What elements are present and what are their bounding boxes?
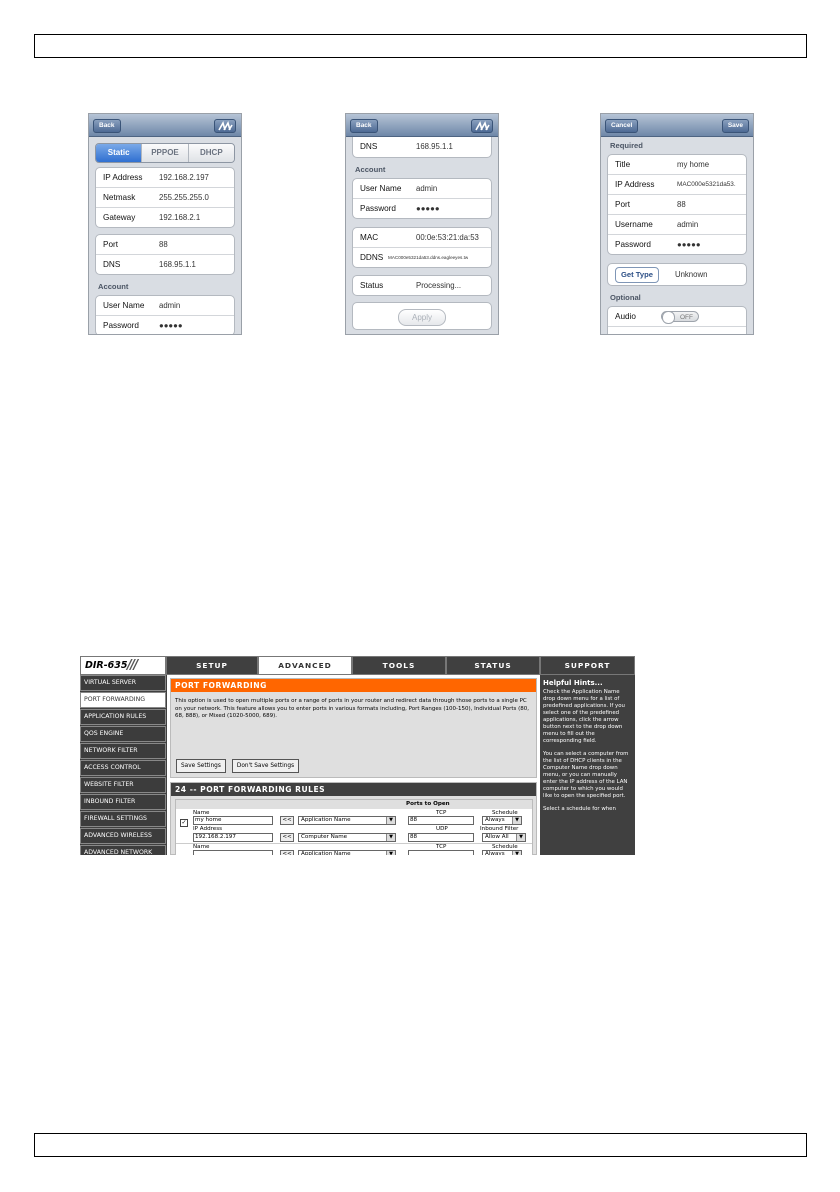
nav-virtual-server[interactable]: VIRTUAL SERVER: [80, 675, 166, 691]
fill-application-button[interactable]: <<: [280, 850, 294, 855]
tab-status[interactable]: STATUS: [446, 656, 540, 675]
required-group: [607, 154, 747, 255]
udp-label: UDP: [436, 826, 448, 832]
port-forwarding-title: PORT FORWARDING: [171, 679, 536, 692]
required-section-header: Required: [610, 141, 643, 150]
row-label: Port: [615, 200, 631, 209]
tcp-label: TCP: [436, 810, 447, 816]
port-row[interactable]: [608, 194, 746, 214]
select-value: Application Name: [301, 851, 351, 855]
apply-button[interactable]: Apply: [398, 309, 446, 326]
account-group: [352, 178, 492, 219]
optional-section-header: Optional: [610, 293, 641, 302]
tab-tools[interactable]: TOOLS: [352, 656, 446, 675]
apply-group: [352, 302, 492, 330]
row-label: Username: [615, 220, 653, 229]
row-value: MAC000e5321da53.ddns.eagleeyes.tw: [388, 255, 469, 260]
row-label: Status: [360, 281, 384, 290]
row-label: Port: [103, 240, 119, 249]
hint-paragraph: Check the Application Name drop down menu for a list of predefined applications. If you select one of the predefined applications, click the arrow button next to the drop down menu to fill out the corresponding field.: [543, 689, 625, 744]
back-button[interactable]: Back: [350, 119, 378, 133]
select-value: Always: [485, 817, 505, 823]
row-label: User Name: [103, 301, 145, 310]
rule-name-input[interactable]: [193, 850, 273, 855]
empty-row: [608, 326, 746, 335]
hints-title: Helpful Hints...: [543, 679, 603, 687]
row-value: MAC000e5321da53.: [677, 181, 736, 188]
tab-advanced[interactable]: ADVANCED: [258, 656, 352, 675]
account-section-header: Account: [355, 165, 386, 174]
ip-address-row[interactable]: [608, 174, 746, 194]
username-row[interactable]: [608, 214, 746, 234]
dropdown-arrow-icon: ▼: [516, 834, 525, 841]
phone-screenshot-account: [345, 113, 499, 335]
nav-firewall-settings[interactable]: FIREWALL SETTINGS: [80, 811, 166, 827]
select-value: Computer Name: [301, 834, 348, 840]
nav-qos-engine[interactable]: QOS ENGINE: [80, 726, 166, 742]
dropdown-arrow-icon: ▼: [386, 851, 395, 855]
network-group: [95, 167, 235, 228]
row-value: admin: [416, 184, 438, 193]
dropdown-arrow-icon: ▼: [386, 817, 395, 824]
udp-ports-input[interactable]: 88: [408, 833, 474, 842]
router-admin-screenshot: [80, 656, 635, 855]
optional-group: [607, 306, 747, 335]
fill-computer-button[interactable]: <<: [280, 833, 294, 842]
tcp-ports-input[interactable]: 88: [408, 816, 474, 825]
row-label: IP Address: [615, 180, 655, 189]
connection-type-segmented-control: [95, 143, 235, 163]
row-label: MAC: [360, 233, 379, 242]
left-navigation: [80, 675, 166, 855]
row-value: admin: [677, 220, 699, 229]
phone-screenshot-device: [600, 113, 754, 335]
save-settings-button[interactable]: Save Settings: [176, 759, 226, 773]
dropdown-arrow-icon: ▼: [512, 817, 521, 824]
title-row[interactable]: [608, 155, 746, 174]
settings-buttons: [176, 759, 299, 773]
logo-icon[interactable]: [214, 119, 236, 133]
name-label: Name: [193, 810, 210, 816]
audio-toggle[interactable]: OFF: [661, 311, 699, 322]
nav-inbound-filter[interactable]: INBOUND FILTER: [80, 794, 166, 810]
cancel-button[interactable]: Cancel: [605, 119, 638, 133]
get-type-button[interactable]: Get Type: [615, 267, 659, 283]
schedule-select[interactable]: [482, 816, 522, 825]
nav-bar: [601, 114, 753, 137]
ip-address-row[interactable]: [96, 168, 234, 187]
schedule-label: Schedule: [492, 810, 518, 816]
logo-slashes-icon: / / /: [127, 658, 136, 673]
application-name-select[interactable]: [298, 816, 396, 825]
inbound-filter-select[interactable]: [482, 833, 526, 842]
netmask-row[interactable]: [96, 187, 234, 207]
row-value: 192.168.2.197: [159, 173, 209, 182]
hint-paragraph: Select a schedule for when: [543, 806, 616, 812]
password-row[interactable]: [353, 198, 491, 218]
footer-frame: [34, 1133, 807, 1157]
back-button[interactable]: Back: [93, 119, 121, 133]
row-label: Password: [360, 204, 396, 213]
segment-static[interactable]: Static: [96, 144, 141, 162]
password-row[interactable]: [608, 234, 746, 254]
user-name-row[interactable]: [96, 296, 234, 315]
segment-dhcp[interactable]: DHCP: [188, 144, 234, 162]
application-name-select[interactable]: [298, 850, 396, 855]
row-value: admin: [159, 301, 181, 310]
ports-to-open-header: Ports to Open: [406, 801, 450, 807]
row-value: 192.168.2.1: [159, 213, 201, 222]
mac-row[interactable]: [353, 228, 491, 247]
dns-row[interactable]: [96, 254, 234, 274]
get-type-group: [607, 263, 747, 286]
fill-application-button[interactable]: <<: [280, 816, 294, 825]
row-value: my home: [677, 160, 710, 169]
dns-group: [352, 135, 492, 158]
row-value: 168.95.1.1: [159, 260, 196, 269]
row-label: Audio: [615, 312, 636, 321]
tab-setup[interactable]: SETUP: [166, 656, 258, 675]
dont-save-settings-button[interactable]: Don't Save Settings: [232, 759, 299, 773]
port-forwarding-panel: [170, 678, 537, 778]
dropdown-arrow-icon: ▼: [386, 834, 395, 841]
port-forwarding-description: This option is used to open multiple ports or a range of ports in your router and redirect data through those ports to a single PC on your network. This feature allows you to enter ports in various formats including, Port Ranges (100-150), Individual Ports (80, 68, 888), or Mixed (1020-5000, 689).: [175, 698, 530, 719]
nav-bar: [89, 114, 241, 137]
row-value: ●●●●●: [416, 204, 440, 213]
row-divider: [176, 843, 532, 844]
rules-table: [175, 799, 533, 855]
header-frame: [34, 34, 807, 58]
password-row[interactable]: [96, 315, 234, 335]
segment-pppoe[interactable]: PPPOE: [141, 144, 187, 162]
row-label: DNS: [360, 142, 378, 151]
tab-support[interactable]: SUPPORT: [540, 656, 635, 675]
table-header-row: [176, 800, 532, 809]
port-dns-group: [95, 234, 235, 275]
select-value: Always: [485, 851, 505, 855]
router-top-bar: [80, 656, 635, 675]
status-row: [353, 276, 491, 295]
nav-access-control[interactable]: ACCESS CONTROL: [80, 760, 166, 776]
gateway-row[interactable]: [96, 207, 234, 227]
row-value: ●●●●●: [677, 240, 701, 249]
row-label: IP Address: [103, 173, 143, 182]
row-label: Password: [615, 240, 651, 249]
row-value: 88: [677, 200, 686, 209]
router-model-logo: [80, 656, 166, 675]
select-value: Allow All: [485, 834, 509, 840]
rule-ip-input[interactable]: 192.168.2.197: [193, 833, 273, 842]
rule-enabled-checkbox[interactable]: ✓: [181, 819, 187, 826]
logo-icon[interactable]: [471, 119, 493, 133]
hint-paragraph: You can select a computer from the list of DHCP clients in the Computer Name drop down menu, or you can manually enter the IP address of the LAN computer to which you would like to open the specified port.: [543, 751, 629, 799]
row-label: Gateway: [103, 213, 136, 222]
nav-network-filter[interactable]: NETWORK FILTER: [80, 743, 166, 759]
schedule-label: Schedule: [492, 844, 518, 850]
select-value: Application Name: [301, 817, 351, 823]
row-label: Title: [615, 160, 631, 169]
audio-row: [608, 307, 746, 326]
row-label: DNS: [103, 260, 121, 269]
nav-advanced-network[interactable]: ADVANCED NETWORK: [80, 845, 166, 855]
nav-application-rules[interactable]: APPLICATION RULES: [80, 709, 166, 725]
hints-body: [540, 689, 635, 813]
row-label: DDNS: [360, 253, 384, 262]
ddns-row[interactable]: [353, 247, 491, 267]
device-type-value: Unknown: [674, 270, 708, 279]
schedule-select[interactable]: [482, 850, 522, 855]
save-button[interactable]: Save: [722, 119, 749, 133]
main-content: [167, 675, 540, 855]
nav-website-filter[interactable]: WEBSITE FILTER: [80, 777, 166, 793]
account-group: [95, 295, 235, 335]
port-row[interactable]: [96, 235, 234, 254]
inbound-filter-label: Inbound Filter: [480, 826, 519, 832]
tcp-ports-input[interactable]: [408, 850, 474, 855]
row-value: 00:0e:53:21:da:53: [416, 233, 479, 242]
mac-ddns-group: [352, 227, 492, 268]
user-name-row[interactable]: [353, 179, 491, 198]
dropdown-arrow-icon: ▼: [512, 851, 521, 855]
account-section-header: Account: [98, 282, 129, 291]
row-value: 255.255.255.0: [159, 193, 209, 202]
tcp-label: TCP: [436, 844, 447, 850]
row-label: User Name: [360, 184, 402, 193]
row-label: Netmask: [103, 193, 136, 202]
nav-advanced-wireless[interactable]: ADVANCED WIRELESS: [80, 828, 166, 844]
router-model: DIR-635: [85, 660, 128, 671]
row-label: Password: [103, 321, 139, 330]
nav-port-forwarding[interactable]: PORT FORWARDING: [80, 692, 166, 708]
status-group: [352, 275, 492, 296]
computer-name-select[interactable]: [298, 833, 396, 842]
row-value: Processing...: [416, 281, 462, 290]
helpful-hints-panel: [540, 675, 635, 855]
nav-bar: [346, 114, 498, 137]
ip-address-label: IP Address: [193, 826, 223, 832]
port-forwarding-rules-panel: [170, 782, 537, 855]
row-value: ●●●●●: [159, 321, 183, 330]
get-type-row: [608, 264, 746, 285]
rules-title: 24 -- PORT FORWARDING RULES: [171, 783, 536, 796]
rule-name-input[interactable]: my home: [193, 816, 273, 825]
name-label: Name: [193, 844, 210, 850]
phone-screenshot-static: [88, 113, 242, 335]
dns-row[interactable]: [353, 136, 491, 157]
row-value: 88: [159, 240, 168, 249]
row-value: 168.95.1.1: [416, 142, 453, 151]
